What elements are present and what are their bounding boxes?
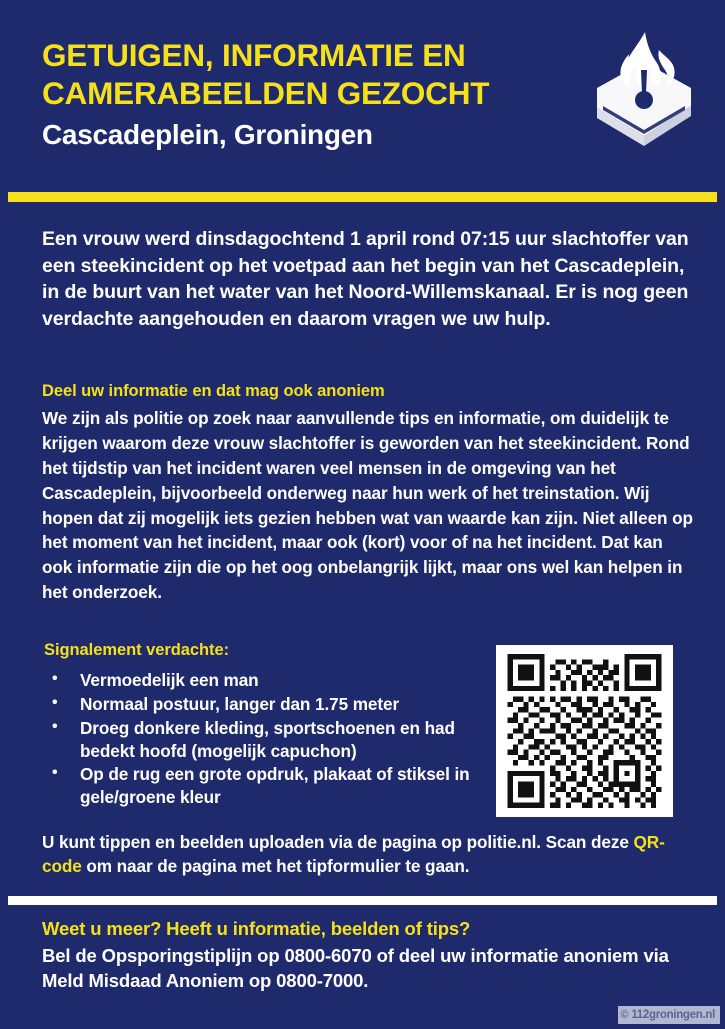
share-section-heading: Deel uw informatie en dat mag ook anoniem xyxy=(42,382,385,400)
qr-instruction-before: U kunt tippen en beelden uploaden via de pagina op politie.nl. Scan deze xyxy=(42,832,634,852)
list-item: • Vermoedelijk een man xyxy=(44,669,484,692)
qr-code-link[interactable]: QR-code xyxy=(42,832,665,877)
suspect-description-list xyxy=(44,669,484,808)
footer-heading: Weet u meer? Heeft u informatie, beelden of tips? xyxy=(42,918,471,939)
list-item: • Normaal postuur, langer dan 1.75 meter xyxy=(44,693,484,716)
list-item: • Droeg donkere kleding, sportschoenen en had bedekt hoofd (mogelijk capuchon) xyxy=(44,717,484,762)
footer-contact-text: Bel de Opsporingstiplijn op 0800-6070 of deel uw informatie anoniem via Meld Misdaad Anoniem op 0800-7000. xyxy=(42,945,669,992)
share-information-section xyxy=(42,381,697,605)
watermark-credit xyxy=(618,1006,721,1024)
page-title: GETUIGEN, INFORMATIE EN CAMERABEELDEN GEZOCHT xyxy=(42,37,490,112)
suspect-description-section xyxy=(44,640,484,810)
dutch-police-flame-shield-icon xyxy=(589,28,699,146)
lead-paragraph: Een vrouw werd dinsdagochtend 1 april rond 07:15 uur slachtoffer van een steekincident op het voetpad aan het begin van het Cascadeplein, in de buurt van het water van het Noord-Willemskanaal. Er is nog geen verdachte aangehouden en daarom vragen we uw hulp. xyxy=(42,228,689,331)
share-section-text: We zijn als politie op zoek naar aanvullende tips en informatie, om duidelijk te krijgen waarom deze vrouw slachtoffer is geworden van het steekincident. Rond het tijdstip van het incident waren veel mensen in de omgeving van het Cascadeplein, bijvoorbeeld onderweg naar hun werk of het treinstation. Wij hopen dat zij mogelijk iets gezien hebben wat van waarde kan zijn. Niet alleen op het moment van het incident, maar ook (kort) voor of na het incident. Dat kan ook informatie zijn die op het oog onbelangrijk lijkt, maar ons wel kan helpen in het onderzoek. xyxy=(42,408,693,602)
qr-instruction-after: om naar de pagina met het tipformulier te gaan. xyxy=(81,856,470,877)
watermark-text: 112groningen.nl xyxy=(631,1009,715,1021)
page-subtitle-location: Cascadeplein, Groningen xyxy=(42,119,373,151)
qr-instruction-text xyxy=(42,830,697,879)
divider-yellow xyxy=(8,192,717,202)
copyright-icon: © xyxy=(620,1009,629,1021)
poster-footer xyxy=(42,917,702,994)
divider-white xyxy=(8,896,717,905)
list-item: • Op de rug een grote opdruk, plakaat of stiksel in gele/groene kleur xyxy=(44,763,484,808)
suspect-description-heading: Signalement verdachte: xyxy=(44,641,230,659)
qr-code[interactable] xyxy=(496,645,673,817)
